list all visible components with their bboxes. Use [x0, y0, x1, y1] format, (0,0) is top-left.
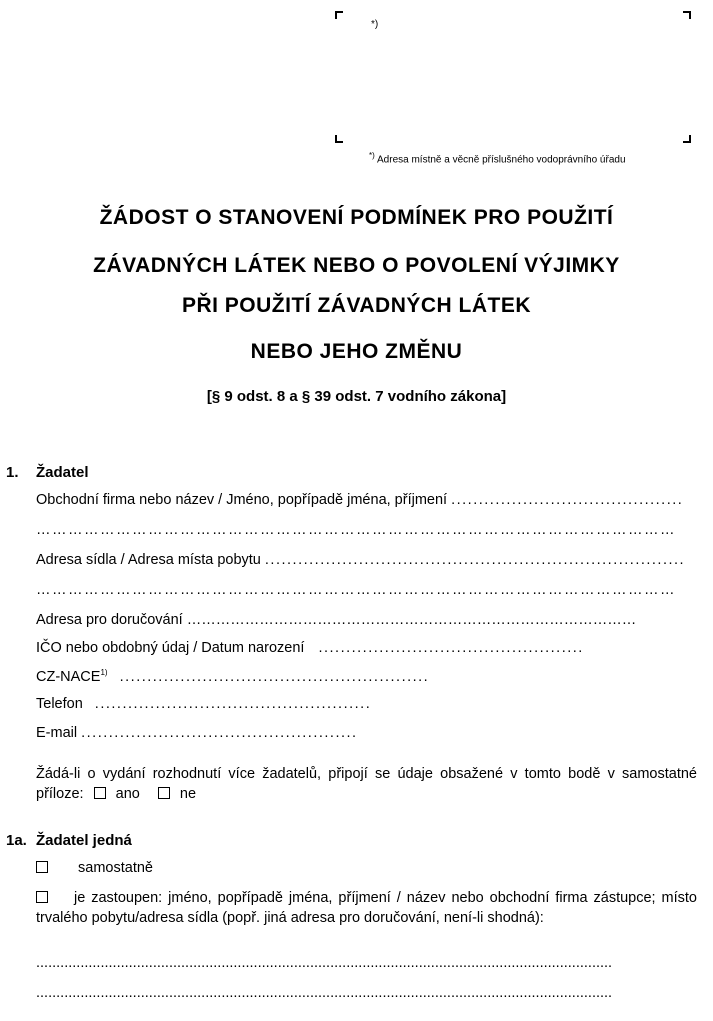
section-1a-heading: Žadatel jedná	[36, 832, 132, 849]
checkbox-represented[interactable]	[36, 891, 48, 903]
phone-dots: ..................................................	[94, 696, 372, 712]
checkbox-no[interactable]	[158, 787, 170, 799]
email-field[interactable]	[36, 725, 381, 741]
section-1-heading: Žadatel	[36, 464, 89, 481]
checkbox-self[interactable]	[36, 861, 48, 873]
firm-label: Obchodní firma nebo název / Jméno, popřípadě jména, příjmení	[36, 492, 448, 508]
firm-field[interactable]	[36, 492, 694, 508]
address-box-corner-bottom-right	[683, 135, 691, 143]
option-yes-label: ano	[115, 786, 140, 802]
ico-label: IČO nebo obdobný údaj / Datum narození	[36, 640, 305, 656]
title-line-4: NEBO JEHO ZMĚNU	[250, 340, 463, 363]
firm-dots: ..........................................	[451, 492, 684, 508]
title-line-2: ZÁVADNÝCH LÁTEK NEBO O POVOLENÍ VÝJIMKY	[93, 254, 620, 277]
address-box-marker: *)	[371, 19, 379, 30]
address-box-corner-bottom-left	[335, 135, 343, 143]
delivery-field[interactable]	[36, 612, 696, 628]
ico-dots: ................................................	[318, 640, 584, 656]
seat-dots: ............................................................................	[264, 552, 686, 568]
acts-self-option	[36, 860, 153, 876]
multi-applicant-note	[36, 764, 697, 804]
option-self-label: samostatně	[78, 860, 153, 876]
section-1-number: 1.	[6, 464, 19, 481]
phone-label: Telefon	[36, 696, 83, 712]
address-box-corner-top-left	[335, 11, 343, 19]
title-line-3: PŘI POUŽITÍ ZÁVADNÝCH LÁTEK	[181, 294, 532, 317]
address-box-corner-top-right	[683, 11, 691, 19]
address-footnote	[369, 151, 626, 165]
seat-label: Adresa sídla / Adresa místa pobytu	[36, 552, 261, 568]
option-represented-label: je zastoupen: jméno, popřípadě jména, příjmení / název nebo obchodní firma zástupce; místo trvalého pobytu/adresa sídla (popř. jiná adresa pro doručování, není-li shodná):	[36, 890, 697, 926]
email-label: E-mail	[36, 725, 78, 741]
nace-dots: ........................................................	[119, 668, 430, 685]
representative-line-1[interactable]: ...............................................................................................................................................	[36, 955, 613, 971]
legal-reference: [§ 9 odst. 8 a § 39 odst. 7 vodního zákona]	[206, 388, 507, 405]
section-1a-number: 1a.	[6, 832, 27, 849]
option-no-label: ne	[179, 786, 197, 802]
delivery-dots: …………………………………………………………………………………	[186, 612, 637, 628]
address-footnote-marker: *)	[369, 151, 375, 160]
acts-represented-option	[36, 888, 697, 928]
nace-label: CZ-NACE	[36, 668, 101, 685]
representative-line-2[interactable]: ...............................................................................................................................................	[36, 985, 613, 1001]
checkbox-yes[interactable]	[94, 787, 106, 799]
nace-field[interactable]	[36, 668, 430, 685]
nace-footnote: 1)	[100, 668, 108, 677]
ico-field[interactable]	[36, 640, 596, 656]
title-line-1: ŽÁDOST O STANOVENÍ PODMÍNEK PRO POUŽITÍ	[99, 206, 614, 229]
address-footnote-text: Adresa místně a věcně příslušného vodoprávního úřadu	[377, 154, 626, 166]
phone-field[interactable]	[36, 696, 396, 712]
email-dots: ..................................................	[81, 725, 358, 741]
firm-continuation-line[interactable]: …………………………………………………………………………………………………………	[36, 522, 676, 538]
seat-field[interactable]	[36, 552, 694, 568]
seat-continuation-line[interactable]: …………………………………………………………………………………………………………	[36, 582, 676, 598]
delivery-label: Adresa pro doručování	[36, 612, 183, 628]
multi-applicant-text: Žádá-li o vydání rozhodnutí více žadatelů, připojí se údaje obsažené v tomto bodě v samostatné příloze:	[36, 766, 697, 802]
